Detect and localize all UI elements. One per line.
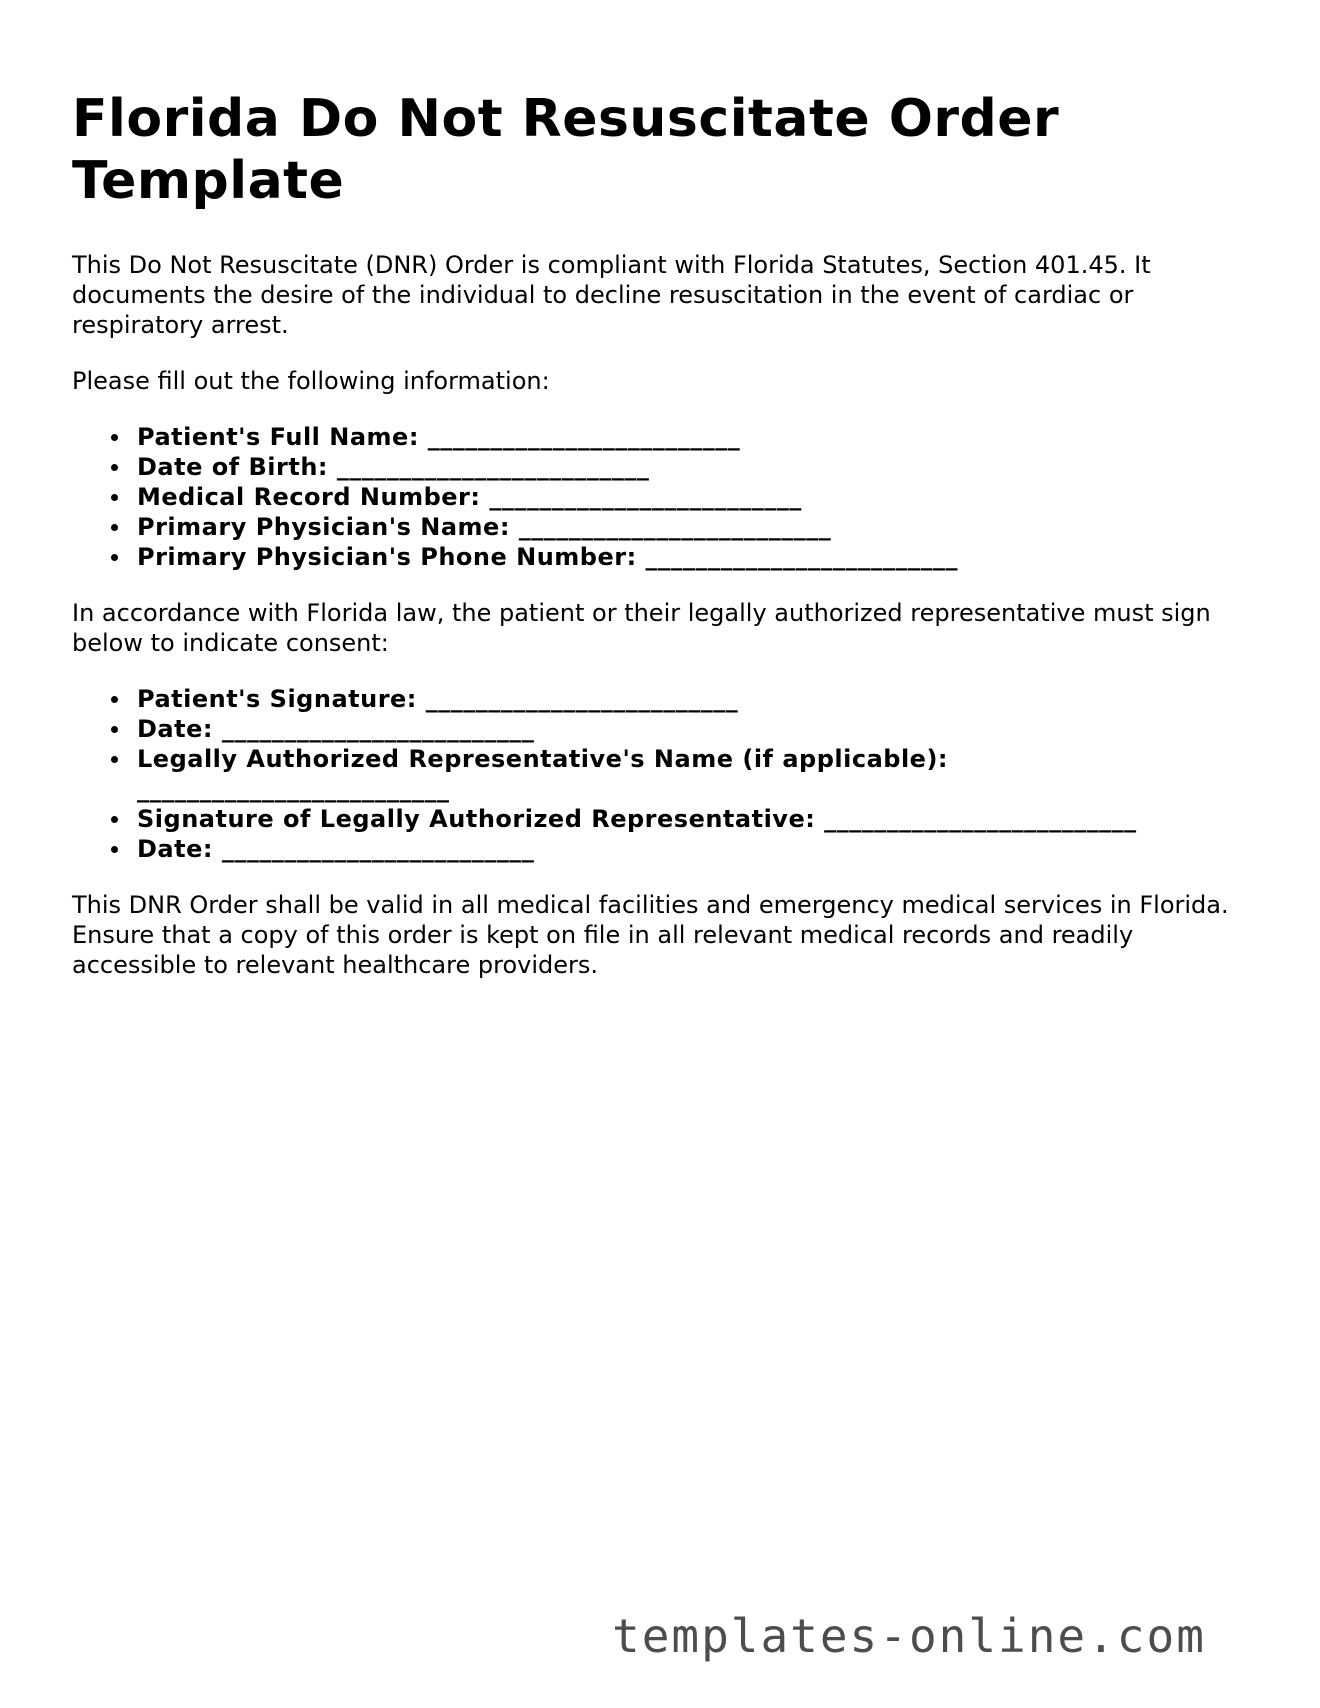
patient-date-field: Date: _________________________ [137,714,1252,744]
signature-list [72,684,1252,864]
patient-full-name-field: Patient's Full Name: _________________________ [137,422,1252,452]
medical-record-number-field: Medical Record Number: _________________________ [137,482,1252,512]
primary-physician-name-field: Primary Physician's Name: _________________________ [137,512,1252,542]
representative-signature-field: Signature of Legally Authorized Representative: _________________________ [137,804,1252,834]
patient-info-list [72,422,1252,572]
closing-paragraph: This DNR Order shall be valid in all medical facilities and emergency medical services in Florida. Ensure that a copy of this order is kept on file in all relevant medical records and readily accessible to relevant healthcare providers. [72,891,1229,979]
instruction-paragraph: Please fill out the following information: [72,367,550,395]
document-page [72,88,1252,1006]
representative-name-field: Legally Authorized Representative's Name (if applicable): _________________________ [137,744,1252,804]
date-of-birth-field: Date of Birth: _________________________ [137,452,1252,482]
intro-paragraph: This Do Not Resuscitate (DNR) Order is compliant with Florida Statutes, Section 401.45. It documents the desire of the individual to decline resuscitation in the event of cardiac or respiratory arrest. [72,251,1151,339]
consent-paragraph: In accordance with Florida law, the patient or their legally authorized representative must sign below to indicate consent: [72,599,1211,657]
watermark: templates-online.com [612,1609,1206,1663]
document-title: Florida Do Not Resuscitate Order Template [72,89,1060,211]
patient-signature-field: Patient's Signature: _________________________ [137,684,1252,714]
primary-physician-phone-field: Primary Physician's Phone Number: _________________________ [137,542,1252,572]
representative-date-field: Date: _________________________ [137,834,1252,864]
